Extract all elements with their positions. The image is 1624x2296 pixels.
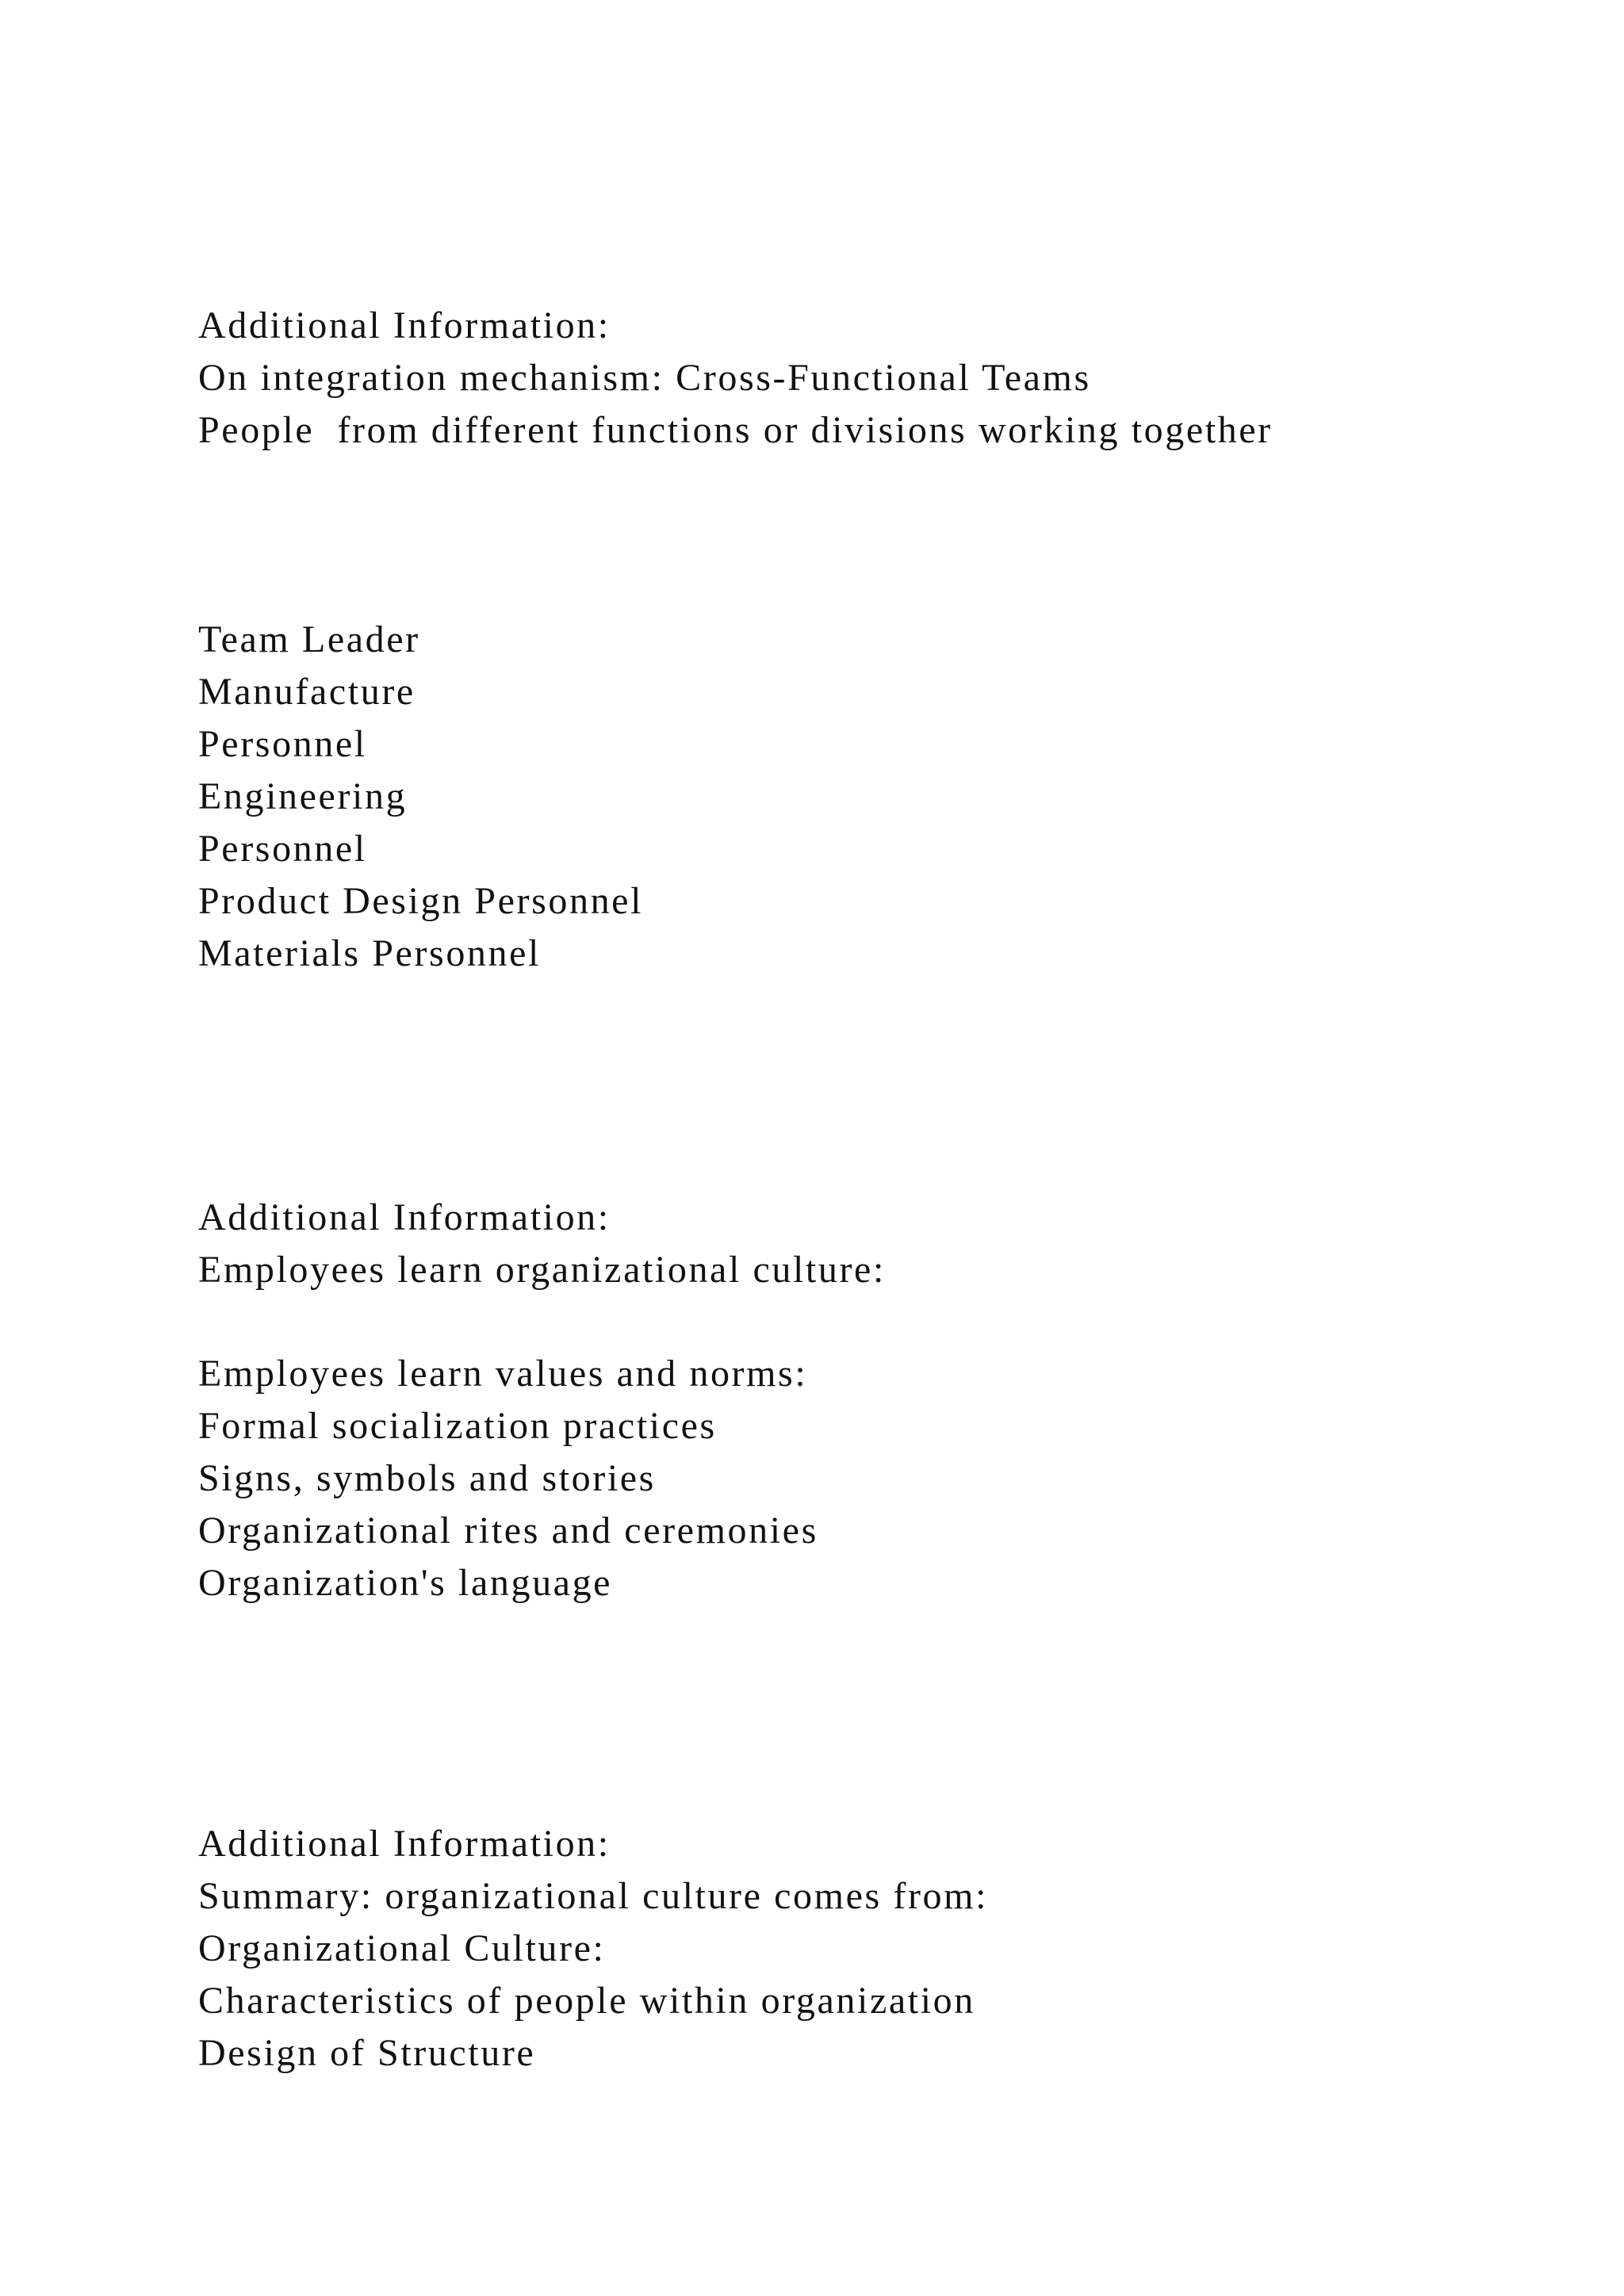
text-line: Characteristics of people within organization [198,1980,975,2022]
text-line: Engineering [198,775,408,817]
text-line: People from different functions or divisions working together [198,409,1273,451]
text-line: Materials Personnel [198,932,541,974]
text-line: Personnel [198,828,367,870]
text-line: Design of Structure [198,2032,536,2074]
text-line: Formal socialization practices [198,1405,717,1447]
text-line: Employees learn organizational culture: [198,1249,886,1291]
text-line: On integration mechanism: Cross-Functional Teams [198,357,1091,399]
section-heading: Additional Information: [198,1196,611,1238]
text-line: Summary: organizational culture comes from: [198,1875,989,1917]
text-line: Team Leader [198,618,420,660]
text-line: Product Design Personnel [198,880,644,922]
text-line: Personnel [198,723,367,765]
section-heading: Additional Information: [198,1823,611,1865]
text-line: Employees learn values and norms: [198,1353,808,1395]
text-line: Organization's language [198,1562,613,1604]
text-line: Organizational Culture: [198,1927,606,1969]
text-line: Manufacture [198,671,416,713]
section-heading: Additional Information: [198,304,611,346]
text-line: Organizational rites and ceremonies [198,1510,818,1552]
text-line: Signs, symbols and stories [198,1457,656,1499]
